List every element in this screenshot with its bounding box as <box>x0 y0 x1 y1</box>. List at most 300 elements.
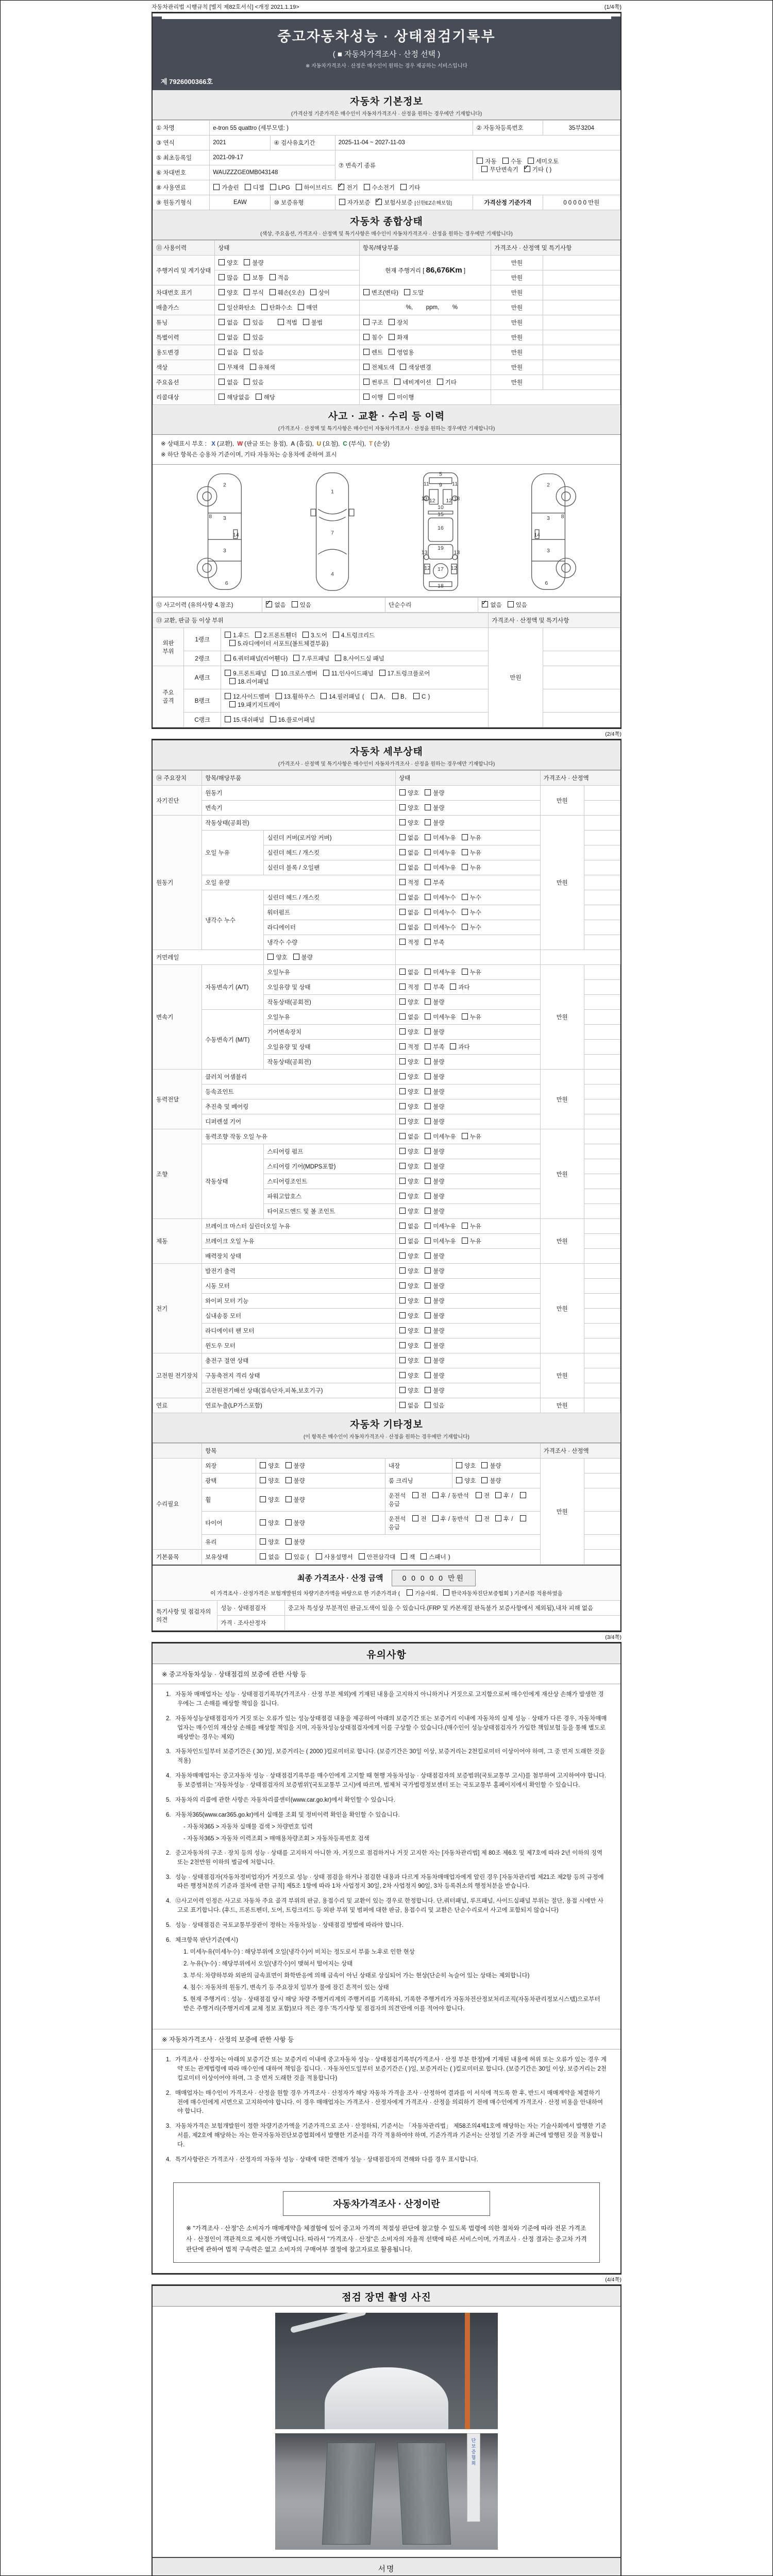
checkbox-label: 17.트렁크플로어 <box>387 671 430 677</box>
notice-number: 1. <box>166 1691 171 1698</box>
cell <box>202 1129 396 1144</box>
checkbox-label: 썬루프 <box>371 380 389 386</box>
cell <box>256 1550 540 1565</box>
diagram-part-number: 13 <box>453 496 460 502</box>
checkbox-label: 양호 <box>408 1119 419 1126</box>
checkbox <box>244 289 250 295</box>
cell <box>202 831 264 875</box>
checkbox-label: 양호 <box>268 1539 280 1546</box>
cell <box>359 241 491 256</box>
legend-note: ※ 하단 항목은 승용차 기준이며, 기타 자동차는 승용차에 준하여 표시 <box>161 451 337 458</box>
notice-subitem: 3. 부식: 차량하부와 외판의 금속표면이 화학반응에 의해 금속이 아닌 상태로 상실되어 가는 현상(단순히 녹슬어 있는 상태는 제외합니다) <box>183 1973 530 1979</box>
table-row <box>153 950 620 965</box>
notice-text: ⑫사고이력 인정은 사고로 자동차 주요 골격 부위의 판금, 용접수리 및 교환이 있는 경우로 한정합니다. 단,쿼터패널, 루프패널, 사이드실패널 부위는 절단, 용접 시에만 사고로 표기합니다. (후드, 프론트펜더, 도어, 트렁크리드 등 외판 부위 및 범퍼에 대한 판금, 용접수리 및 교환은 단순수리로서 사고에 포함되지 않습니다) <box>175 1898 603 1913</box>
cell <box>396 1040 541 1055</box>
checkbox <box>225 716 231 722</box>
text: C랭크 <box>194 717 210 724</box>
checkbox <box>425 834 431 840</box>
checkbox <box>462 1238 468 1244</box>
text: %, ppm, % <box>393 304 458 311</box>
car-top-diagram <box>294 470 371 592</box>
table-row <box>153 771 620 786</box>
text: (부식), <box>347 441 366 447</box>
checkbox <box>272 670 278 676</box>
text: 기어변속장치 <box>267 1029 302 1036</box>
checkbox-label: 미세누수 <box>433 925 456 931</box>
checkbox <box>399 1043 406 1049</box>
checkbox-label: 일산화탄소 <box>227 305 256 311</box>
accident-history-table <box>153 597 620 613</box>
cell <box>153 195 210 210</box>
table <box>153 240 620 405</box>
checkbox-label: 미세누유 <box>433 865 456 872</box>
cell <box>491 345 543 360</box>
checkbox-label: 양호 <box>464 1463 476 1470</box>
checkbox <box>425 804 431 810</box>
cell <box>202 1219 396 1234</box>
text: 수리필요 <box>156 1501 179 1508</box>
cell <box>153 1353 202 1398</box>
table-row <box>153 1353 620 1368</box>
checkbox-label: 양호 <box>408 1089 419 1096</box>
notice-item <box>166 1748 607 1766</box>
section-etc-header <box>153 1413 620 1443</box>
checkbox-label: 불량 <box>293 1463 305 1470</box>
info-box-title: 자동차가격조사 · 산정이란 <box>283 2191 490 2216</box>
text: 배력장치 상태 <box>205 1253 242 1260</box>
cell <box>584 1324 620 1338</box>
cell <box>202 1264 396 1279</box>
table-row <box>153 689 620 713</box>
final-price-note <box>158 1589 615 1597</box>
checkbox-label: 유채색 <box>258 365 275 371</box>
checkbox-label: 누유 <box>469 1014 481 1021</box>
checkbox-label: 침수 <box>371 335 383 341</box>
checkbox <box>399 1148 406 1154</box>
checkbox-label: 적법 <box>285 320 297 326</box>
cell <box>264 1144 396 1159</box>
checkbox-label: 없음 <box>227 335 239 341</box>
inspector-opinion-table <box>153 1600 620 1631</box>
cell <box>396 1353 541 1368</box>
cell <box>215 390 360 405</box>
checkbox-label: 기타 <box>409 185 421 191</box>
checkbox-label: 잭 <box>409 1554 415 1561</box>
checkbox-label: 양호 <box>408 1194 419 1200</box>
cell <box>264 860 396 875</box>
checkbox-label: 미세누수 <box>433 895 456 902</box>
text: , <box>436 1590 438 1597</box>
checkbox-label: 양호 <box>408 1283 419 1290</box>
cell <box>584 1249 620 1264</box>
cell <box>284 1616 620 1631</box>
cell <box>202 1294 396 1309</box>
table-row <box>153 613 620 628</box>
checkbox <box>399 984 406 990</box>
text: / <box>510 1516 515 1523</box>
notice-item <box>166 2089 607 2116</box>
checkbox-label: 응급 <box>388 1501 400 1508</box>
checkbox-label: 미세누유 <box>433 1224 456 1230</box>
checkbox-label: 무채색 <box>227 365 244 371</box>
text: 2021-09-17 <box>213 155 244 161</box>
checkbox-label: 후 <box>503 1493 510 1500</box>
checkbox-label: 불량 <box>293 1478 305 1485</box>
inspection-photo-top <box>275 2313 498 2429</box>
cell <box>396 1324 541 1338</box>
checkbox-label: 누수 <box>469 925 481 931</box>
cell <box>396 771 541 786</box>
checkbox-label: 화재 <box>397 335 409 341</box>
checkbox-label: 양호 <box>227 290 239 296</box>
checkbox <box>425 1178 431 1184</box>
diagram-part-number: 3 <box>547 516 550 522</box>
text: 윈도우 모터 <box>205 1343 236 1350</box>
cell <box>153 771 202 786</box>
notice-text: 가격조사 · 산정자는 아래의 보증기간 또는 보증거리 이내에 중고자동차 성능 · 상태점검기록부(가격조사 · 산정 부분 한정)에 기재된 내용에 허위 또는 오류가 있는 경우 계약 또는 관계법령에 따라 매수인에 대하여 책임을 집니다. · 자동차인도일부터 보증기간은 ( )일, 보증거리는 ( )킬로미터로 합니다. (보증기간은 30일 이상, 보증거리는 2천킬로미터 이상이어야 하며, 그 중 먼저 도래한 것을 적용합니다) <box>175 2057 607 2081</box>
checkbox-label: 많음 <box>227 275 239 281</box>
checkbox-checked <box>376 199 382 205</box>
checkbox <box>250 364 256 370</box>
document-header <box>153 16 620 90</box>
text: 항목/해당부품 <box>205 775 242 782</box>
text: ] <box>462 268 466 274</box>
checkbox <box>296 184 302 190</box>
checkbox <box>399 1342 406 1348</box>
text: 실내송풍 모터 <box>205 1313 242 1320</box>
cell <box>215 360 360 375</box>
price-assessment-info-box <box>173 2182 600 2262</box>
text: 만원 <box>510 675 522 682</box>
text: 스티어링조인트 <box>267 1179 308 1185</box>
text: (흠집), <box>295 441 314 447</box>
checkbox-label: 없음 <box>408 835 419 842</box>
cell <box>264 1174 396 1189</box>
cell <box>385 1473 452 1488</box>
diagram-part-number: 8 <box>209 514 212 520</box>
cell <box>153 390 215 405</box>
checkbox <box>477 158 483 164</box>
text: 연료 <box>156 1403 168 1410</box>
checkbox <box>260 1519 266 1526</box>
notice-item <box>166 1772 607 1790</box>
cell <box>584 1550 620 1565</box>
text: EAW <box>233 199 247 206</box>
checkbox-label: 기타 <box>532 166 544 173</box>
table-row <box>153 786 620 801</box>
cell <box>184 666 221 689</box>
checkbox-label: 있음 <box>252 320 264 326</box>
text: 외판 부위 <box>162 640 174 655</box>
cell <box>153 300 215 315</box>
section-title: 자동차 세부상태 <box>350 747 423 758</box>
checkbox-label: 보통 <box>252 275 264 281</box>
checkbox-label: 양호 <box>408 1298 419 1305</box>
checkbox <box>245 184 251 190</box>
diagram-part-number: 19 <box>438 546 444 552</box>
checkbox <box>462 1133 468 1139</box>
cell <box>210 135 271 150</box>
checkbox <box>339 199 345 205</box>
cell <box>584 816 620 831</box>
header-stripe <box>162 16 611 19</box>
cell <box>215 270 360 285</box>
notice-subitem: 4. 침수: 자동차의 원동기, 변속기 등 주요장치 일부가 물에 잠긴 흔적이 있는 상태 <box>183 1984 389 1991</box>
cell <box>153 315 215 330</box>
diagram-part-number: 13 <box>421 550 428 556</box>
cell <box>153 1219 202 1264</box>
checkbox <box>399 1103 406 1109</box>
detail-state-table <box>153 770 620 1413</box>
cell <box>202 816 396 831</box>
checkbox <box>495 1515 501 1521</box>
cell <box>221 651 489 666</box>
cell <box>540 1219 584 1264</box>
checkbox <box>292 601 298 607</box>
cell <box>584 1219 620 1234</box>
basic-info-table <box>153 120 620 210</box>
checkbox-label: 양호 <box>408 1149 419 1156</box>
cell <box>584 965 620 980</box>
checkbox-label: 양호 <box>408 999 419 1006</box>
cell <box>540 1264 584 1353</box>
cell <box>359 300 491 315</box>
diagram-part-number: 6 <box>545 581 548 587</box>
cell <box>202 1234 396 1249</box>
cell <box>202 1279 396 1294</box>
cell <box>491 360 543 375</box>
text: 동력전달 <box>156 1096 179 1103</box>
cell <box>491 241 620 256</box>
cell <box>359 285 491 300</box>
checkbox <box>425 1193 431 1199</box>
cell <box>202 1010 264 1070</box>
cell <box>385 1512 540 1535</box>
checkbox-label: 양호 <box>408 805 419 812</box>
checkbox <box>462 894 468 900</box>
table-row <box>153 285 620 300</box>
text: 변속기 <box>156 1014 174 1021</box>
checkbox-label: 미세누유 <box>433 1239 456 1245</box>
text: 만원 <box>556 880 568 887</box>
checkbox-label: 불량 <box>301 955 313 961</box>
checkbox <box>260 1462 266 1468</box>
cell <box>396 965 541 980</box>
text: 만원 <box>511 365 523 371</box>
page-indicator-1: (1/4쪽) <box>604 4 621 10</box>
cell <box>396 1055 541 1070</box>
cell <box>543 256 620 270</box>
checkbox-label: 해당 <box>263 395 275 401</box>
checkbox <box>285 1553 292 1560</box>
checkbox-label: 후 <box>503 1516 510 1523</box>
checkbox-checked <box>482 601 488 607</box>
table-row <box>153 135 620 150</box>
text: ⑫ 사고이력 (유의사항 4.참조) <box>156 602 233 609</box>
checkbox-label: 자가보증 <box>347 200 371 206</box>
cell <box>153 950 264 965</box>
cell <box>584 980 620 995</box>
checkbox <box>399 939 406 945</box>
notice-number: 4. <box>166 1898 171 1905</box>
cell <box>584 1512 620 1535</box>
cell <box>202 1249 396 1264</box>
damage-code: W <box>237 441 243 447</box>
text: 내장 <box>388 1463 400 1470</box>
checkbox-label: 불량 <box>433 1313 445 1320</box>
notice-text: 중고자동차의 구조 · 장치 등의 성능 · 상태를 고지하지 아니한 자, 거짓으로 점검하거나 거짓 고지한 자는 [자동차관리법] 제 80조 제6호 및 제7호에 따라 2년 이하의 징역 또는 2천만원 이하의 벌금에 처합니다. <box>175 1850 602 1866</box>
table-row <box>153 256 620 270</box>
checkbox-label: 양호 <box>268 1497 280 1504</box>
checkbox-label: 양호 <box>408 1388 419 1395</box>
checkbox <box>399 1208 406 1214</box>
cell <box>202 1444 540 1459</box>
checkbox <box>244 349 250 355</box>
checkbox <box>495 1492 501 1498</box>
cell <box>396 816 541 831</box>
checkbox <box>462 834 468 840</box>
cell <box>153 135 210 150</box>
cell <box>543 330 620 345</box>
checkbox-label: 양호 <box>268 1520 280 1527</box>
checkbox <box>260 1553 266 1560</box>
cell <box>584 1459 620 1473</box>
checkbox-label: 불량 <box>293 1520 305 1527</box>
checkbox-label: 전체도색 <box>371 365 395 371</box>
cell <box>543 315 620 330</box>
checkbox <box>399 1387 406 1393</box>
cell <box>584 935 620 950</box>
text: 와이퍼 모터 기능 <box>205 1298 249 1305</box>
checkbox-label: 누유 <box>469 1239 481 1245</box>
notice-text: 특기사항란은 가격조사 · 산정자의 자동차 성능 · 상태에 대한 견해가 성능 · 상태점검자의 견해와 다를 경우 표시합니다. <box>175 2156 478 2163</box>
notice-item <box>166 1873 607 1892</box>
checkbox <box>244 259 250 265</box>
checkbox <box>285 1477 292 1483</box>
checkbox <box>225 655 231 661</box>
final-price-band <box>153 1565 620 1600</box>
checkbox-label: 불량 <box>433 1373 445 1380</box>
checkbox <box>399 1238 406 1244</box>
checkbox <box>316 1553 322 1560</box>
checkbox <box>425 998 431 1005</box>
notice-b-heading: ※ 자동차가격조사 · 산정의 보증에 관한 사항 등 <box>153 2029 620 2049</box>
checkbox <box>425 1297 431 1303</box>
section-title: 자동차 기본정보 <box>350 96 423 107</box>
checkbox <box>399 894 406 900</box>
table-row <box>153 1601 620 1616</box>
car-side-right-diagram <box>510 470 587 592</box>
notice-subitem: 2. 누유(누수) : 해당부위에서 오일(냉각수)이 맺혀서 떨어지는 상태 <box>183 1961 353 1968</box>
cell <box>396 1264 541 1279</box>
text: 35부3204 <box>568 125 595 131</box>
notice-text: 자동차가격은 보험개발원이 정한 차량기준가액을 기준가격으로 조사 · 산정하되, 기준서는 「자동차관리법」 제58조의4제1호에 해당하는 자는 기술사회에서 발행한 기준서를, 제2호에 해당하는 자는 한국자동차진단보증협회에서 발행한 기준서를 각각 적용하여야 하며, 기준가격과 기준서는 산정일 기준 가장 최근에 발행된 것을 적용합니다. <box>175 2123 607 2148</box>
section-subtitle: (색상, 주요옵션, 가격조사 · 산정액 및 특기사항은 매수인이 자동차가격조사 · 산정을 원하는 경우에만 기재합니다) <box>260 231 513 237</box>
checkbox-label: 양호 <box>408 1358 419 1365</box>
cell <box>491 256 543 270</box>
pillar-text: 단보증협회 <box>470 2437 476 2466</box>
cell <box>396 1174 541 1189</box>
cell <box>543 345 620 360</box>
cell <box>543 195 620 210</box>
text: 튜닝 <box>156 320 168 326</box>
text: [신한EZ손해보험] <box>413 200 452 206</box>
checkbox-checked <box>338 184 344 190</box>
table <box>153 597 620 613</box>
diagram-part-number: 2 <box>223 482 226 488</box>
checkbox-label: 불량 <box>433 1209 445 1215</box>
table-row <box>153 315 620 330</box>
text: 상태 <box>399 775 411 782</box>
checkbox <box>425 1327 431 1333</box>
table-row <box>153 345 620 360</box>
cell <box>396 890 541 905</box>
checkbox <box>321 693 327 699</box>
checkbox <box>399 1193 406 1199</box>
checkbox-label: 미이행 <box>397 395 414 401</box>
checkbox <box>261 304 267 310</box>
cell <box>540 1129 584 1219</box>
cell <box>491 330 543 345</box>
checkbox-label: 불량 <box>433 1298 445 1305</box>
checkbox-label: 후 <box>440 1493 446 1500</box>
checkbox <box>219 394 225 400</box>
cell <box>396 845 541 860</box>
cell <box>359 330 491 345</box>
etc-info-table <box>153 1443 620 1565</box>
cell <box>396 1084 541 1099</box>
checkbox-label: 불량 <box>433 1059 445 1066</box>
cell <box>153 1444 202 1459</box>
section-accident-header <box>153 405 620 435</box>
checkbox-label: 양호 <box>408 1373 419 1380</box>
text: ⑬ 교환, 판금 등 이상 부위 <box>156 618 224 624</box>
cell <box>153 121 210 135</box>
lift-pole <box>465 2313 470 2429</box>
checkbox <box>389 319 395 325</box>
text: 실린더 커버(로커암 커버) <box>267 835 332 842</box>
top-meta-row <box>152 3 621 11</box>
checkbox-label: 양호 <box>276 955 288 961</box>
cell <box>215 285 360 300</box>
cell <box>584 1025 620 1040</box>
document-number: 제 7926000366호 <box>161 78 213 86</box>
checkbox <box>425 1118 431 1124</box>
checkbox <box>399 789 406 795</box>
checkbox-label: 한국자동차진단보증협회 <box>451 1590 509 1597</box>
checkbox <box>260 1496 266 1502</box>
cell <box>396 860 541 875</box>
diagram-part-number: 11 <box>452 481 458 487</box>
checkbox-label: 불량 <box>433 1343 445 1350</box>
checkbox-label: 양호 <box>464 1478 476 1485</box>
text: 2021 <box>213 140 226 146</box>
cell <box>584 1084 620 1099</box>
checkbox <box>399 998 406 1005</box>
checkbox-label: 변조(변타) <box>371 290 398 296</box>
checkbox-label: 불량 <box>433 1149 445 1156</box>
cell <box>202 875 396 890</box>
table <box>153 1600 620 1631</box>
text: 외장 <box>205 1463 217 1470</box>
cell <box>271 195 335 210</box>
text: 가격조사 · 산정액 <box>543 775 589 782</box>
cell <box>584 860 620 875</box>
text: ) 기준서를 적용하였음 <box>509 1590 563 1597</box>
cell <box>256 1535 540 1550</box>
section-title: 사고 · 교환 · 수리 등 이력 <box>328 411 445 422</box>
checkbox <box>270 716 276 722</box>
